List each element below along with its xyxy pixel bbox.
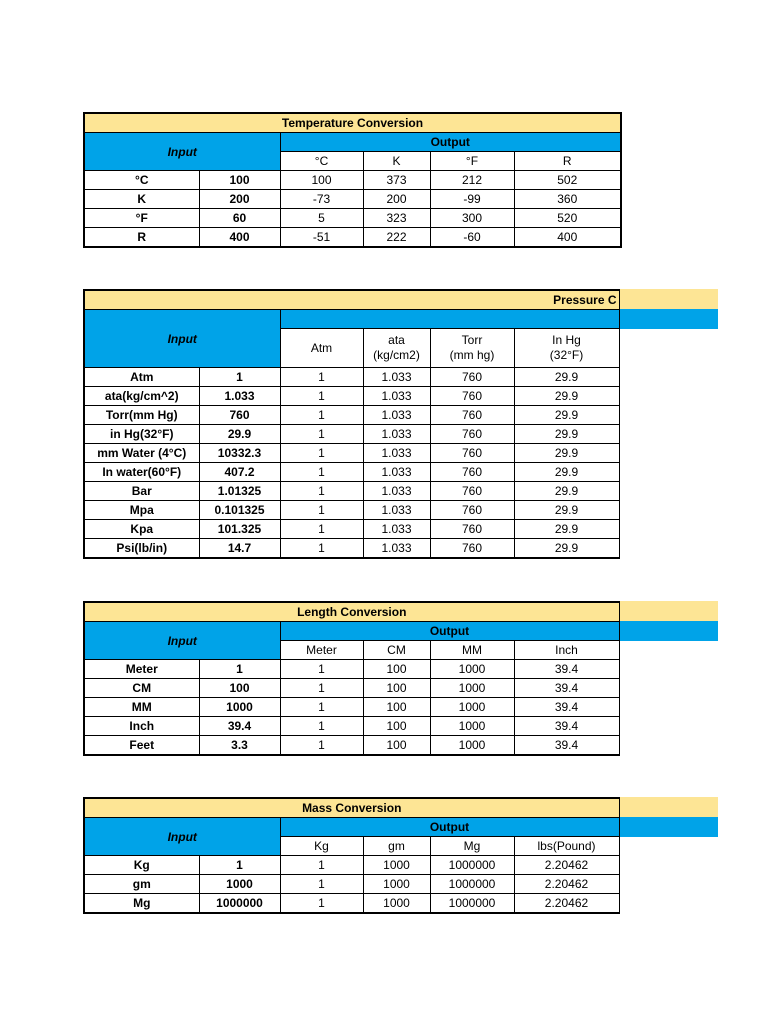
output-value: 1000000 — [430, 894, 514, 914]
output-value: 1 — [280, 875, 363, 894]
column-header: CM — [363, 641, 430, 660]
length-output-header: Output — [280, 622, 619, 641]
output-value: 1000 — [430, 679, 514, 698]
output-value: 1.033 — [363, 520, 430, 539]
temperature-rows — [84, 171, 621, 248]
length-title-fill — [618, 601, 718, 621]
output-value: -60 — [430, 228, 514, 248]
row-label: gm — [84, 875, 199, 894]
input-value: 1 — [199, 660, 280, 679]
column-header: Meter — [280, 641, 363, 660]
input-value: 60 — [199, 209, 280, 228]
output-value: 100 — [363, 660, 430, 679]
row-label: In water(60°F) — [84, 463, 199, 482]
output-value: 1000 — [430, 698, 514, 717]
table-row — [84, 698, 619, 717]
input-value: 1 — [199, 368, 280, 387]
output-value: 1.033 — [363, 387, 430, 406]
column-header: MM — [430, 641, 514, 660]
output-value: 39.4 — [514, 660, 619, 679]
output-value: -99 — [430, 190, 514, 209]
pressure-title: Pressure C — [84, 290, 619, 310]
output-value: 1 — [280, 717, 363, 736]
mass-title-fill — [618, 797, 718, 817]
column-header: R — [514, 152, 621, 171]
temperature-table — [83, 112, 622, 248]
output-value: 39.4 — [514, 679, 619, 698]
output-value: 373 — [363, 171, 430, 190]
output-value: 1.033 — [363, 368, 430, 387]
input-value: 101.325 — [199, 520, 280, 539]
input-value: 400 — [199, 228, 280, 248]
column-header: °C — [280, 152, 363, 171]
row-label: Mg — [84, 894, 199, 914]
row-label: Psi(lb/in) — [84, 539, 199, 559]
output-value: 2.20462 — [514, 856, 619, 875]
input-value: 1000 — [199, 698, 280, 717]
output-value: 29.9 — [514, 482, 619, 501]
output-value: -73 — [280, 190, 363, 209]
output-value: 29.9 — [514, 444, 619, 463]
output-value: 1 — [280, 463, 363, 482]
input-value: 14.7 — [199, 539, 280, 559]
input-value: 1000000 — [199, 894, 280, 914]
table-row — [84, 482, 619, 501]
output-value: 29.9 — [514, 406, 619, 425]
column-header: Torr (mm hg) — [430, 329, 514, 368]
mass-output-fill — [618, 817, 718, 837]
output-value: 1000 — [430, 717, 514, 736]
input-value: 760 — [199, 406, 280, 425]
table-row — [84, 209, 621, 228]
output-value: 29.9 — [514, 425, 619, 444]
table-row — [84, 444, 619, 463]
column-header: Mg — [430, 837, 514, 856]
input-value: 1 — [199, 856, 280, 875]
output-value: 39.4 — [514, 698, 619, 717]
length-output-fill — [618, 621, 718, 641]
output-value: 39.4 — [514, 717, 619, 736]
pressure-table — [83, 289, 620, 559]
output-value: 760 — [430, 387, 514, 406]
row-label: MM — [84, 698, 199, 717]
input-value: 407.2 — [199, 463, 280, 482]
output-value: 5 — [280, 209, 363, 228]
table-row — [84, 520, 619, 539]
table-row — [84, 894, 619, 914]
input-value: 29.9 — [199, 425, 280, 444]
output-value: 1 — [280, 856, 363, 875]
mass-rows — [84, 856, 619, 914]
column-header: lbs(Pound) — [514, 837, 619, 856]
row-label: Kpa — [84, 520, 199, 539]
output-value: 760 — [430, 425, 514, 444]
output-value: 1 — [280, 736, 363, 756]
column-header: In Hg (32°F) — [514, 329, 619, 368]
row-label: °C — [84, 171, 199, 190]
output-value: 29.9 — [514, 368, 619, 387]
output-value: 760 — [430, 463, 514, 482]
table-row — [84, 425, 619, 444]
output-value: 1000 — [430, 660, 514, 679]
length-rows — [84, 660, 619, 756]
output-value: 1000000 — [430, 875, 514, 894]
column-header: Atm — [280, 329, 363, 368]
output-value: 360 — [514, 190, 621, 209]
output-value: 222 — [363, 228, 430, 248]
row-label: CM — [84, 679, 199, 698]
output-value: 100 — [363, 717, 430, 736]
row-label: Meter — [84, 660, 199, 679]
column-header: Inch — [514, 641, 619, 660]
output-value: 1 — [280, 520, 363, 539]
row-label: in Hg(32°F) — [84, 425, 199, 444]
output-value: 323 — [363, 209, 430, 228]
temperature-title: Temperature Conversion — [84, 113, 621, 133]
pressure-output-header — [280, 310, 619, 329]
column-header: Kg — [280, 837, 363, 856]
output-value: 760 — [430, 368, 514, 387]
output-value: 100 — [280, 171, 363, 190]
output-value: 1 — [280, 894, 363, 914]
output-value: 1000 — [363, 875, 430, 894]
row-label: K — [84, 190, 199, 209]
output-value: 1.033 — [363, 463, 430, 482]
output-value: 1.033 — [363, 406, 430, 425]
length-table — [83, 601, 620, 756]
output-value: 1 — [280, 387, 363, 406]
row-label: Torr(mm Hg) — [84, 406, 199, 425]
output-value: 1 — [280, 679, 363, 698]
output-value: -51 — [280, 228, 363, 248]
mass-input-header: Input — [84, 818, 280, 856]
input-value: 3.3 — [199, 736, 280, 756]
length-input-header: Input — [84, 622, 280, 660]
output-value: 100 — [363, 736, 430, 756]
output-value: 1000000 — [430, 856, 514, 875]
input-value: 100 — [199, 171, 280, 190]
output-value: 2.20462 — [514, 875, 619, 894]
table-row — [84, 171, 621, 190]
row-label: °F — [84, 209, 199, 228]
row-label: Inch — [84, 717, 199, 736]
column-header: °F — [430, 152, 514, 171]
output-value: 29.9 — [514, 539, 619, 559]
temperature-output-header: Output — [280, 133, 621, 152]
input-value: 200 — [199, 190, 280, 209]
pressure-rows — [84, 368, 619, 559]
output-value: 1.033 — [363, 425, 430, 444]
input-value: 1.01325 — [199, 482, 280, 501]
input-value: 1.033 — [199, 387, 280, 406]
output-value: 100 — [363, 698, 430, 717]
column-header: ata (kg/cm2) — [363, 329, 430, 368]
table-row — [84, 679, 619, 698]
input-value: 0.101325 — [199, 501, 280, 520]
table-row — [84, 875, 619, 894]
table-row — [84, 717, 619, 736]
output-value: 760 — [430, 520, 514, 539]
output-value: 212 — [430, 171, 514, 190]
row-label: Bar — [84, 482, 199, 501]
output-value: 1.033 — [363, 501, 430, 520]
table-row — [84, 368, 619, 387]
output-value: 1 — [280, 482, 363, 501]
output-value: 760 — [430, 501, 514, 520]
table-row — [84, 856, 619, 875]
length-title: Length Conversion — [84, 602, 619, 622]
row-label: mm Water (4°C) — [84, 444, 199, 463]
row-label: Atm — [84, 368, 199, 387]
output-value: 1.033 — [363, 444, 430, 463]
output-value: 760 — [430, 482, 514, 501]
input-value: 10332.3 — [199, 444, 280, 463]
table-row — [84, 501, 619, 520]
output-value: 29.9 — [514, 520, 619, 539]
output-value: 1 — [280, 444, 363, 463]
output-value: 1000 — [363, 894, 430, 914]
table-row — [84, 406, 619, 425]
pressure-output-fill — [618, 309, 718, 329]
output-value: 760 — [430, 406, 514, 425]
output-value: 760 — [430, 444, 514, 463]
input-value: 100 — [199, 679, 280, 698]
mass-title: Mass Conversion — [84, 798, 619, 818]
output-value: 520 — [514, 209, 621, 228]
output-value: 1 — [280, 660, 363, 679]
output-value: 100 — [363, 679, 430, 698]
output-value: 1.033 — [363, 539, 430, 559]
output-value: 1 — [280, 425, 363, 444]
output-value: 1 — [280, 698, 363, 717]
output-value: 29.9 — [514, 463, 619, 482]
temperature-input-header: Input — [84, 133, 280, 171]
row-label: R — [84, 228, 199, 248]
table-row — [84, 190, 621, 209]
output-value: 300 — [430, 209, 514, 228]
pressure-input-header: Input — [84, 310, 280, 368]
output-value: 1 — [280, 406, 363, 425]
table-row — [84, 736, 619, 756]
output-value: 502 — [514, 171, 621, 190]
table-row — [84, 463, 619, 482]
output-value: 2.20462 — [514, 894, 619, 914]
column-header: K — [363, 152, 430, 171]
output-value: 39.4 — [514, 736, 619, 756]
output-value: 1000 — [430, 736, 514, 756]
output-value: 1.033 — [363, 482, 430, 501]
input-value: 1000 — [199, 875, 280, 894]
output-value: 200 — [363, 190, 430, 209]
row-label: Mpa — [84, 501, 199, 520]
row-label: ata(kg/cm^2) — [84, 387, 199, 406]
pressure-title-fill — [618, 289, 718, 309]
table-row — [84, 539, 619, 559]
input-value: 39.4 — [199, 717, 280, 736]
output-value: 29.9 — [514, 387, 619, 406]
table-row — [84, 387, 619, 406]
mass-output-header: Output — [280, 818, 619, 837]
mass-table — [83, 797, 620, 914]
column-header: gm — [363, 837, 430, 856]
output-value: 29.9 — [514, 501, 619, 520]
output-value: 400 — [514, 228, 621, 248]
output-value: 1000 — [363, 856, 430, 875]
output-value: 760 — [430, 539, 514, 559]
table-row — [84, 228, 621, 248]
output-value: 1 — [280, 368, 363, 387]
row-label: Feet — [84, 736, 199, 756]
row-label: Kg — [84, 856, 199, 875]
table-row — [84, 660, 619, 679]
output-value: 1 — [280, 501, 363, 520]
output-value: 1 — [280, 539, 363, 559]
